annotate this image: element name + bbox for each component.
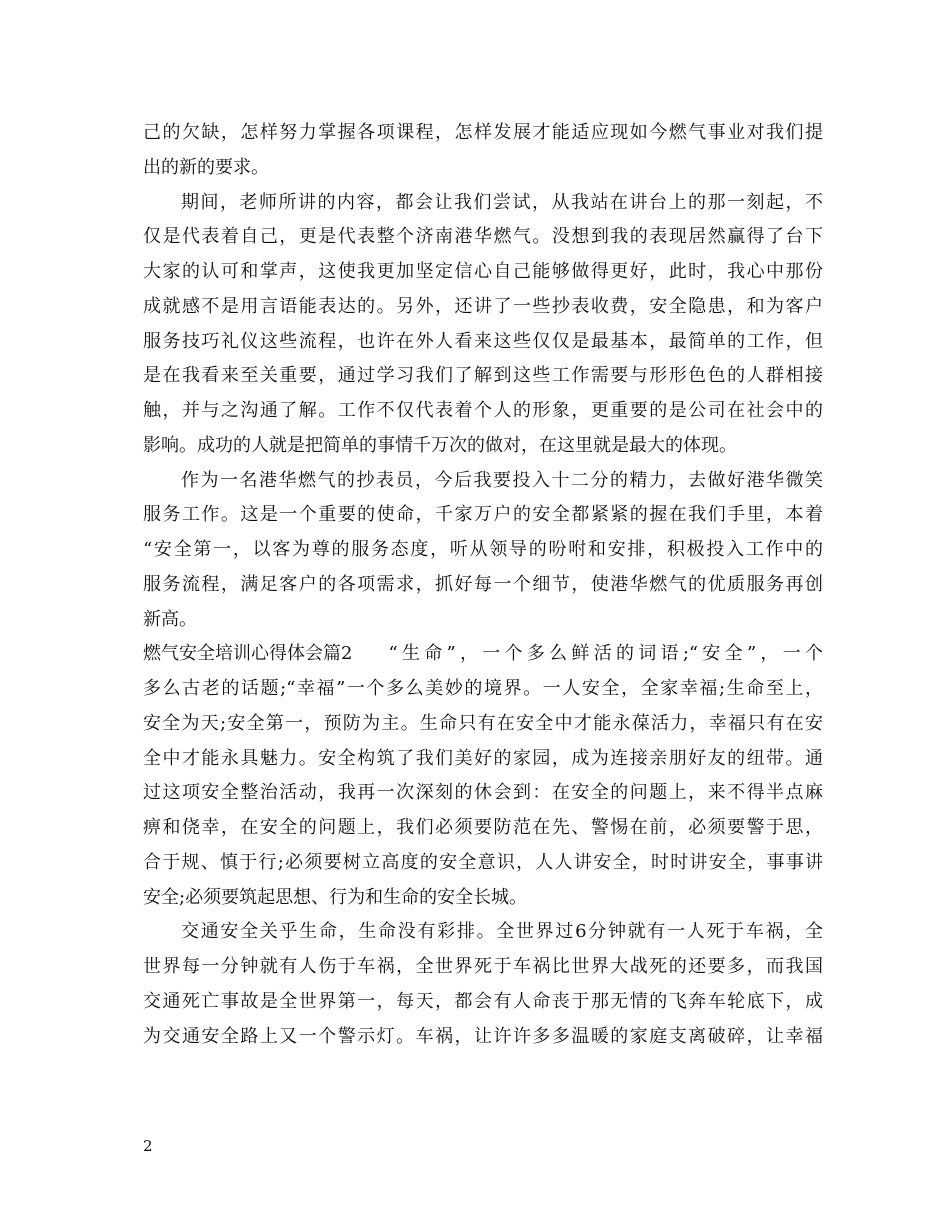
text-line [143, 186, 823, 221]
page-number: 2 [143, 1137, 153, 1155]
text-line-content: 服务流程，满足客户的各项需求，抓好每一个细节，使港华燃气的优质服务再创 [143, 573, 823, 595]
text-line-content: 触，并与之沟通了解。工作不仅代表着个人的形象，更重要的是公司在社会中的 [143, 400, 823, 421]
text-line [143, 498, 823, 533]
text-line [143, 707, 823, 742]
text-line [143, 950, 823, 985]
text-line-content: 影响。成功的人就是把简单的事情千万次的做对，在这里就是最大的体现。 [143, 434, 737, 456]
text-line-content: “安全第一，以客为尊的服务态度，听从领导的吩咐和安排，积极投入工作中的 [143, 539, 823, 560]
text-line-content: 痹和侥幸，在安全的问题上，我们必须要防范在先、警惕在前，必须要警于思， [143, 817, 823, 838]
text-line-content: 过这项安全整治活动，我再一次深刻的休会到：在安全的问题上，来不得半点麻 [143, 782, 823, 804]
paragraph-block-1 [143, 116, 823, 637]
text-line-content: 新高。 [143, 608, 197, 630]
text-line-content: 己的欠缺，怎样努力掌握各项课程，怎样发展才能适应现如今燃气事业对我们提 [143, 122, 823, 143]
text-line [143, 1020, 823, 1055]
section-heading-tail: “生命”，一个多么鲜活的词语;“安全”，一个 [388, 643, 823, 665]
text-line [143, 255, 823, 290]
text-line [143, 915, 823, 950]
text-line-content: 交通安全关乎生命，生命没有彩排。全世界过6分钟就有一人死于车祸，全 [181, 921, 823, 943]
text-line-content: 全中才能永具魅力。安全构筑了我们美好的家园，成为连接亲朋好友的纽带。通 [143, 747, 823, 769]
text-line-content: 交通死亡事故是全世界第一，每天，都会有人命丧于那无情的飞奔车轮底下，成 [143, 990, 823, 1012]
text-line-content: 作为一名港华燃气的抄表员，今后我要投入十二分的精力，去做好港华微笑 [181, 469, 823, 491]
text-line-content: 是在我看来至关重要，通过学习我们了解到这些工作需要与形形色色的人群相接 [143, 365, 823, 387]
text-line [143, 742, 823, 777]
text-line [143, 151, 823, 186]
text-line [143, 846, 823, 881]
text-line [143, 116, 823, 151]
text-line-content: 世界每一分钟就有人伤于车祸，全世界死于车祸比世界大战死的还要多，而我国 [143, 956, 823, 977]
text-line-content: 服务工作。这是一个重要的使命，千家万户的安全都紧紧的握在我们手里，本着 [143, 504, 823, 526]
text-line [143, 672, 823, 707]
text-line-content: 安全;必须要筑起思想、行为和生命的安全长城。 [143, 886, 528, 908]
section-heading-line [143, 637, 823, 672]
paragraph-block-2 [143, 672, 823, 1054]
text-line-content: 服务技巧礼仪这些流程，也许在外人看来这些仅仅是最基本，最简单的工作，但 [143, 330, 823, 352]
text-line [143, 568, 823, 603]
text-line [143, 811, 823, 846]
text-line [143, 776, 823, 811]
text-line [143, 533, 823, 568]
text-line [143, 325, 823, 360]
text-line-content: 成就感不是用言语能表达的。另外，还讲了一些抄表收费，安全隐患，和为客户 [143, 295, 823, 317]
text-line-content: 安全为天;安全第一，预防为主。生命只有在安全中才能永葆活力，幸福只有在安 [143, 712, 823, 734]
text-line-content: 多么古老的话题;“幸福”一个多么美妙的境界。一人安全，全家幸福;生命至上， [143, 678, 823, 699]
text-line [143, 394, 823, 429]
text-line-content: 大家的认可和掌声，这使我更加坚定信心自己能够做得更好，此时，我心中那份 [143, 261, 823, 282]
document-body [143, 116, 823, 1054]
text-line [143, 881, 823, 916]
section-heading: 燃气安全培训心得体会篇2 [143, 643, 353, 665]
text-line [143, 985, 823, 1020]
text-line [143, 359, 823, 394]
text-line [143, 429, 823, 464]
text-line-content: 仅是代表着自己，更是代表整个济南港华燃气。没想到我的表现居然赢得了台下 [143, 226, 823, 248]
text-line-content: 期间，老师所讲的内容，都会让我们尝试，从我站在讲台上的那一刻起，不 [181, 191, 823, 213]
text-line-content: 出的新的要求。 [143, 156, 269, 178]
text-line [143, 290, 823, 325]
text-line [143, 464, 823, 499]
text-line-content: 合于规、慎于行;必须要树立高度的安全意识，人人讲安全，时时讲安全，事事讲 [143, 851, 823, 873]
text-line [143, 220, 823, 255]
text-line-content: 为交通安全路上又一个警示灯。车祸，让许许多多温暖的家庭支离破碎，让幸福 [143, 1025, 823, 1047]
text-line [143, 603, 823, 638]
